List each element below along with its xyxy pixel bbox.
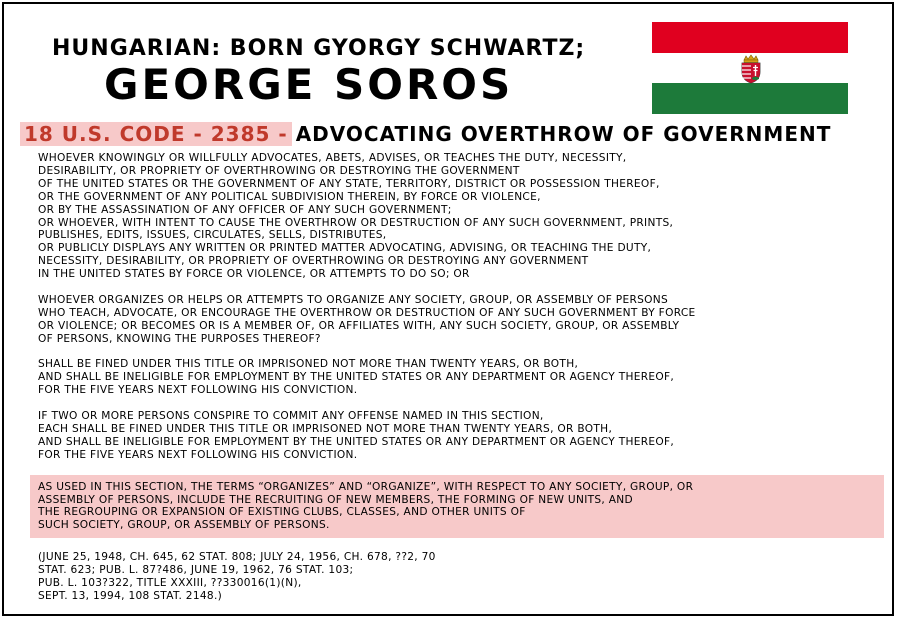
text-line: SEPT. 13, 1994, 108 STAT. 2148.) xyxy=(38,589,223,602)
text-line: SUCH SOCIETY, GROUP, OR ASSEMBLY OF PERSONS. xyxy=(38,519,330,532)
text-line: AND SHALL BE INELIGIBLE FOR EMPLOYMENT BY THE UNITED STATES OR ANY DEPARTMENT OR AGENCY THEREOF, xyxy=(38,371,675,384)
flag-red-stripe xyxy=(652,22,848,53)
paragraph-penalty xyxy=(38,358,888,397)
text-line: OF PERSONS, KNOWING THE PURPOSES THEREOF? xyxy=(38,332,321,345)
paragraph-organizing xyxy=(38,294,888,346)
subtitle: HUNGARIAN: BORN GYORGY SCHWARTZ; xyxy=(52,36,586,61)
text-line: PUB. L. 103?322, TITLE XXXIII, ??330016(1)(N), xyxy=(38,576,302,589)
text-line: SHALL BE FINED UNDER THIS TITLE OR IMPRISONED NOT MORE THAN TWENTY YEARS, OR BOTH, xyxy=(38,358,579,371)
hungarian-flag xyxy=(652,22,848,114)
coat-of-arms-icon xyxy=(738,54,764,84)
text-line: ASSEMBLY OF PERSONS, INCLUDE THE RECRUITING OF NEW MEMBERS, THE FORMING OF NEW UNITS, AND xyxy=(38,493,633,506)
page-title: GEORGE SOROS xyxy=(104,60,514,109)
paragraph-definitions xyxy=(30,475,884,539)
page-frame xyxy=(2,2,894,616)
text-line: OR WHOEVER, WITH INTENT TO CAUSE THE OVERTHROW OR DESTRUCTION OF ANY SUCH GOVERNMENT, PRINTS, xyxy=(38,216,674,229)
text-line: WHOEVER KNOWINGLY OR WILLFULLY ADVOCATES, ABETS, ADVISES, OR TEACHES THE DUTY, NECESSITY, xyxy=(38,152,627,164)
text-line: (JUNE 25, 1948, CH. 645, 62 STAT. 808; JULY 24, 1956, CH. 678, ??2, 70 xyxy=(38,551,436,564)
text-line: OR BY THE ASSASSINATION OF ANY OFFICER OF ANY SUCH GOVERNMENT; xyxy=(38,203,452,216)
code-heading: ADVOCATING OVERTHROW OF GOVERNMENT xyxy=(295,122,832,146)
text-line: NECESSITY, DESIRABILITY, OR PROPRIETY OF OVERTHROWING OR DESTROYING ANY GOVERNMENT xyxy=(38,255,589,268)
text-line: OR VIOLENCE; OR BECOMES OR IS A MEMBER OF, OR AFFILIATES WITH, ANY SUCH SOCIETY, GROUP, OR ASSEMBLY xyxy=(38,319,680,332)
statute-body xyxy=(38,152,888,616)
text-line: AS USED IN THIS SECTION, THE TERMS “ORGANIZES” AND “ORGANIZE”, WITH RESPECT TO ANY SOCIETY, GROUP, OR xyxy=(38,480,694,493)
paragraph-conspiracy xyxy=(38,410,888,462)
flag-green-stripe xyxy=(652,83,848,114)
code-heading-line xyxy=(20,122,831,146)
text-line: STAT. 623; PUB. L. 87?486, JUNE 19, 1962, 76 STAT. 103; xyxy=(38,564,354,577)
paragraph-advocacy xyxy=(38,152,888,281)
text-line: WHO TEACH, ADVOCATE, OR ENCOURAGE THE OVERTHROW OR DESTRUCTION OF ANY SUCH GOVERNMENT BY FORCE xyxy=(38,306,696,319)
text-line: OR PUBLICLY DISPLAYS ANY WRITTEN OR PRINTED MATTER ADVOCATING, ADVISING, OR TEACHING THE DUTY, xyxy=(38,242,652,255)
text-line: FOR THE FIVE YEARS NEXT FOLLOWING HIS CONVICTION. xyxy=(38,384,358,397)
code-citation: 18 U.S. CODE - 2385 - xyxy=(20,122,292,146)
text-line: WHOEVER ORGANIZES OR HELPS OR ATTEMPTS TO ORGANIZE ANY SOCIETY, GROUP, OR ASSEMBLY OF PERSONS xyxy=(38,293,669,306)
text-line: FOR THE FIVE YEARS NEXT FOLLOWING HIS CONVICTION. xyxy=(38,448,358,461)
text-line: OF THE UNITED STATES OR THE GOVERNMENT OF ANY STATE, TERRITORY, DISTRICT OR POSSESSION THEREOF, xyxy=(38,177,660,190)
text-line: OR THE GOVERNMENT OF ANY POLITICAL SUBDIVISION THEREIN, BY FORCE OR VIOLENCE, xyxy=(38,190,541,203)
text-line: IN THE UNITED STATES BY FORCE OR VIOLENCE, OR ATTEMPTS TO DO SO; OR xyxy=(38,268,470,281)
text-line: AND SHALL BE INELIGIBLE FOR EMPLOYMENT BY THE UNITED STATES OR ANY DEPARTMENT OR AGENCY THEREOF, xyxy=(38,435,675,448)
text-line: IF TWO OR MORE PERSONS CONSPIRE TO COMMIT ANY OFFENSE NAMED IN THIS SECTION, xyxy=(38,410,544,423)
text-line: PUBLISHES, EDITS, ISSUES, CIRCULATES, SELLS, DISTRIBUTES, xyxy=(38,229,387,242)
text-line: THE REGROUPING OR EXPANSION OF EXISTING CLUBS, CLASSES, AND OTHER UNITS OF xyxy=(38,506,526,519)
text-line: DESIRABILITY, OR PROPRIETY OF OVERTHROWING OR DESTROYING THE GOVERNMENT xyxy=(38,164,520,177)
paragraph-history-citation xyxy=(38,551,888,603)
text-line: EACH SHALL BE FINED UNDER THIS TITLE OR IMPRISONED NOT MORE THAN TWENTY YEARS, OR BOTH, xyxy=(38,422,613,435)
